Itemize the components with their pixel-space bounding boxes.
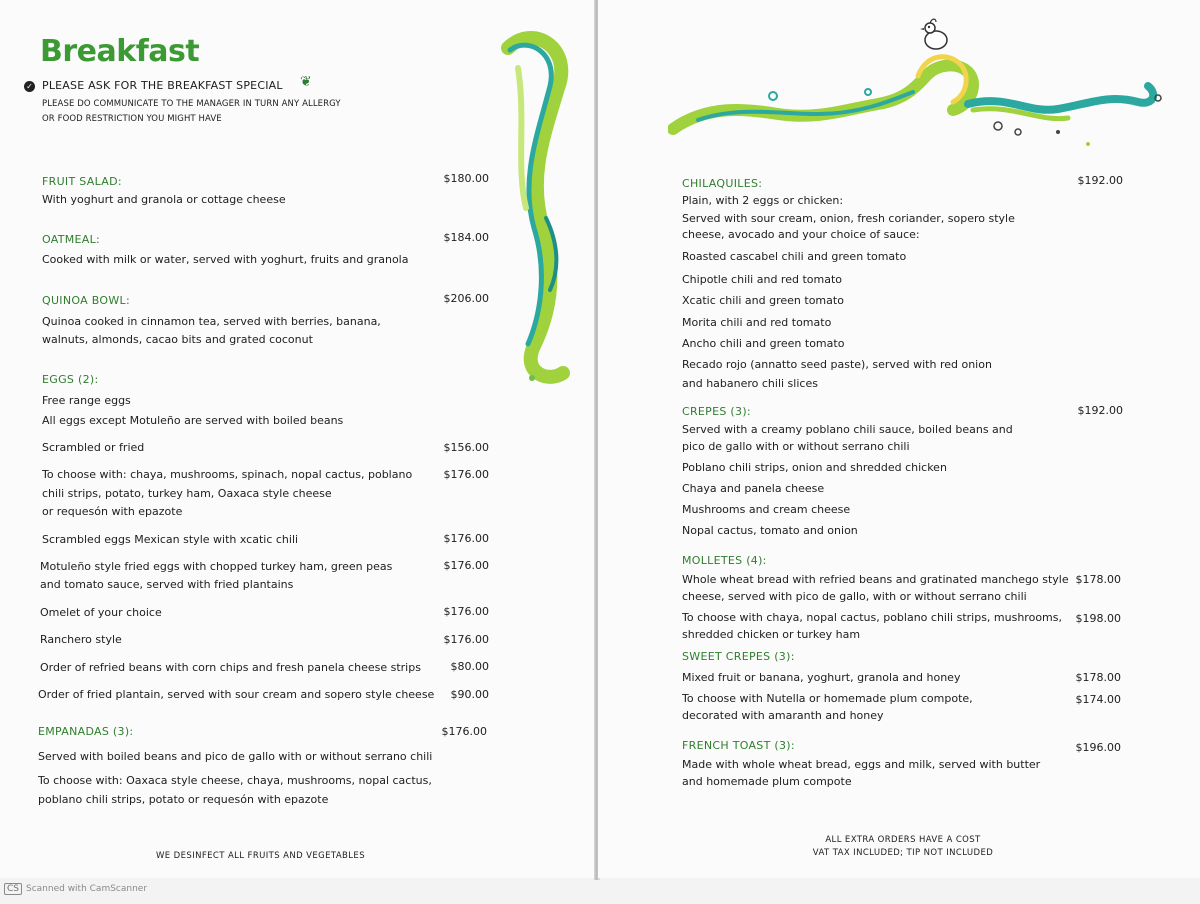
menu-item-cont: and tomato sauce, served with fried plantains bbox=[40, 578, 294, 591]
chilaquiles-sauce-cont: and habanero chili slices bbox=[682, 377, 818, 390]
menu-item: Scrambled or fried bbox=[42, 441, 145, 454]
menu-item: Motuleño style fried eggs with chopped turkey ham, green peas bbox=[40, 560, 393, 573]
menu-item: Ranchero style bbox=[40, 633, 122, 646]
menu-item: Scrambled eggs Mexican style with xcatic chili bbox=[42, 533, 299, 546]
price-quinoa-bowl: $206.00 bbox=[443, 292, 489, 305]
chilaquiles-sauce: Chipotle chili and red tomato bbox=[682, 273, 842, 286]
footer-disinfect: WE DESINFECT ALL FRUITS AND VEGETABLES bbox=[156, 851, 365, 861]
sweet-crepes-line: decorated with amaranth and honey bbox=[682, 709, 884, 722]
menu-item-price: $176.00 bbox=[443, 559, 489, 572]
french-toast-line: Made with whole wheat bread, eggs and milk, served with butter bbox=[682, 758, 1041, 771]
chilaquiles-line: Served with sour cream, onion, fresh coriander, sopero style bbox=[682, 212, 1015, 225]
section-oatmeal: OATMEAL: bbox=[42, 233, 101, 246]
menu-item-price: $80.00 bbox=[450, 660, 489, 673]
swirl-ornament-horizontal bbox=[668, 14, 1168, 154]
footer-extra-orders: ALL EXTRA ORDERS HAVE A COST bbox=[825, 835, 981, 845]
price-fruit-salad: $180.00 bbox=[443, 172, 489, 185]
menu-item-cont: chili strips, potato, turkey ham, Oaxaca style cheese bbox=[42, 487, 332, 500]
crepes-line: Served with a creamy poblano chili sauce, boiled beans and bbox=[682, 423, 1013, 436]
right-menu-page bbox=[598, 0, 1200, 878]
desc-empanadas-line-1: Served with boiled beans and pico de gallo with or without serrano chili bbox=[38, 750, 433, 763]
molletes-line: cheese, served with pico de gallo, with or without serrano chili bbox=[682, 590, 1027, 603]
price-empanadas: $176.00 bbox=[441, 725, 487, 738]
crepes-filling: Nopal cactus, tomato and onion bbox=[682, 524, 858, 537]
chilaquiles-line: cheese, avocado and your choice of sauce: bbox=[682, 228, 920, 241]
menu-item-price: $176.00 bbox=[443, 468, 489, 481]
menu-item: Omelet of your choice bbox=[40, 606, 162, 619]
price-crepes: $192.00 bbox=[1077, 404, 1123, 417]
desc-quinoa-bowl-line-1: Quinoa cooked in cinnamon tea, served with berries, banana, bbox=[42, 315, 381, 328]
menu-item: To choose with: chaya, mushrooms, spinach, nopal cactus, poblano bbox=[42, 468, 413, 481]
chilaquiles-sauce: Xcatic chili and green tomato bbox=[682, 294, 844, 307]
french-toast-line: and homemade plum compote bbox=[682, 775, 852, 788]
crepes-line: pico de gallo with or without serrano chili bbox=[682, 440, 910, 453]
section-eggs: EGGS (2): bbox=[42, 373, 99, 386]
molletes-line: shredded chicken or turkey ham bbox=[682, 628, 861, 641]
eggs-note-2: All eggs except Motuleño are served with boiled beans bbox=[42, 414, 344, 427]
price-sweet-crepes-1: $178.00 bbox=[1075, 671, 1121, 684]
scanner-watermark bbox=[4, 883, 147, 895]
sweet-crepes-line: Mixed fruit or banana, yoghurt, granola and honey bbox=[682, 671, 961, 684]
section-crepes: CREPES (3): bbox=[682, 405, 751, 418]
menu-item-cont: or requesón with epazote bbox=[42, 505, 183, 518]
molletes-line: To choose with chaya, nopal cactus, poblano chili strips, mushrooms, bbox=[682, 611, 1062, 624]
price-molletes-1: $178.00 bbox=[1075, 573, 1121, 586]
section-quinoa-bowl: QUINOA BOWL: bbox=[42, 294, 130, 307]
sprig-icon: ❦ bbox=[300, 74, 312, 90]
menu-item: Order of refried beans with corn chips and fresh panela cheese strips bbox=[40, 661, 421, 674]
crepes-filling: Poblano chili strips, onion and shredded chicken bbox=[682, 461, 947, 474]
chilaquiles-sauce: Morita chili and red tomato bbox=[682, 316, 832, 329]
desc-oatmeal: Cooked with milk or water, served with yoghurt, fruits and granola bbox=[42, 253, 409, 266]
menu-item-price: $176.00 bbox=[443, 605, 489, 618]
allergy-note-line-2: OR FOOD RESTRICTION YOU MIGHT HAVE bbox=[42, 114, 222, 124]
breakfast-special-note: PLEASE ASK FOR THE BREAKFAST SPECIAL bbox=[42, 79, 283, 92]
section-empanadas: EMPANADAS (3): bbox=[38, 725, 134, 738]
scanner-text: Scanned with CamScanner bbox=[26, 884, 148, 894]
desc-fruit-salad: With yoghurt and granola or cottage cheese bbox=[42, 193, 286, 206]
menu-item-price: $156.00 bbox=[443, 441, 489, 454]
crepes-filling: Chaya and panela cheese bbox=[682, 482, 825, 495]
menu-item-price: $176.00 bbox=[443, 633, 489, 646]
page-title: Breakfast bbox=[40, 34, 200, 69]
price-chilaquiles: $192.00 bbox=[1077, 174, 1123, 187]
desc-empanadas-line-2: To choose with: Oaxaca style cheese, chaya, mushrooms, nopal cactus, bbox=[38, 774, 432, 787]
price-french-toast: $196.00 bbox=[1075, 741, 1121, 754]
eggs-note-1: Free range eggs bbox=[42, 394, 131, 407]
price-sweet-crepes-2: $174.00 bbox=[1075, 693, 1121, 706]
section-fruit-salad: FRUIT SALAD: bbox=[42, 175, 122, 188]
section-molletes: MOLLETES (4): bbox=[682, 554, 767, 567]
menu-item-price: $176.00 bbox=[443, 532, 489, 545]
section-sweet-crepes: SWEET CREPES (3): bbox=[682, 650, 795, 663]
bullet-icon: ✓ bbox=[24, 81, 35, 92]
menu-item: Order of fried plantain, served with sour cream and sopero style cheese bbox=[38, 688, 435, 701]
molletes-line: Whole wheat bread with refried beans and gratinated manchego style bbox=[682, 573, 1069, 586]
price-molletes-2: $198.00 bbox=[1075, 612, 1121, 625]
footer-vat: VAT TAX INCLUDED; TIP NOT INCLUDED bbox=[812, 848, 994, 858]
chilaquiles-sauce: Ancho chili and green tomato bbox=[682, 337, 845, 350]
sweet-crepes-line: To choose with Nutella or homemade plum compote, bbox=[682, 692, 973, 705]
desc-quinoa-bowl-line-2: walnuts, almonds, cacao bits and grated coconut bbox=[42, 333, 313, 346]
left-menu-page bbox=[0, 0, 596, 878]
chilaquiles-sauce: Roasted cascabel chili and green tomato bbox=[682, 250, 907, 263]
price-oatmeal: $184.00 bbox=[443, 231, 489, 244]
chilaquiles-line: Plain, with 2 eggs or chicken: bbox=[682, 194, 844, 207]
allergy-note-line-1: PLEASE DO COMMUNICATE TO THE MANAGER IN TURN ANY ALLERGY bbox=[42, 99, 341, 109]
menu-item-price: $90.00 bbox=[450, 688, 489, 701]
section-french-toast: FRENCH TOAST (3): bbox=[682, 739, 795, 752]
chilaquiles-sauce: Recado rojo (annatto seed paste), served with red onion bbox=[682, 358, 992, 371]
swirl-ornament-vertical bbox=[488, 28, 578, 388]
crepes-filling: Mushrooms and cream cheese bbox=[682, 503, 851, 516]
desc-empanadas-line-3: poblano chili strips, potato or requesón with epazote bbox=[38, 793, 329, 806]
camscanner-logo-icon: CS bbox=[4, 883, 22, 895]
section-chilaquiles: CHILAQUILES: bbox=[682, 177, 763, 190]
